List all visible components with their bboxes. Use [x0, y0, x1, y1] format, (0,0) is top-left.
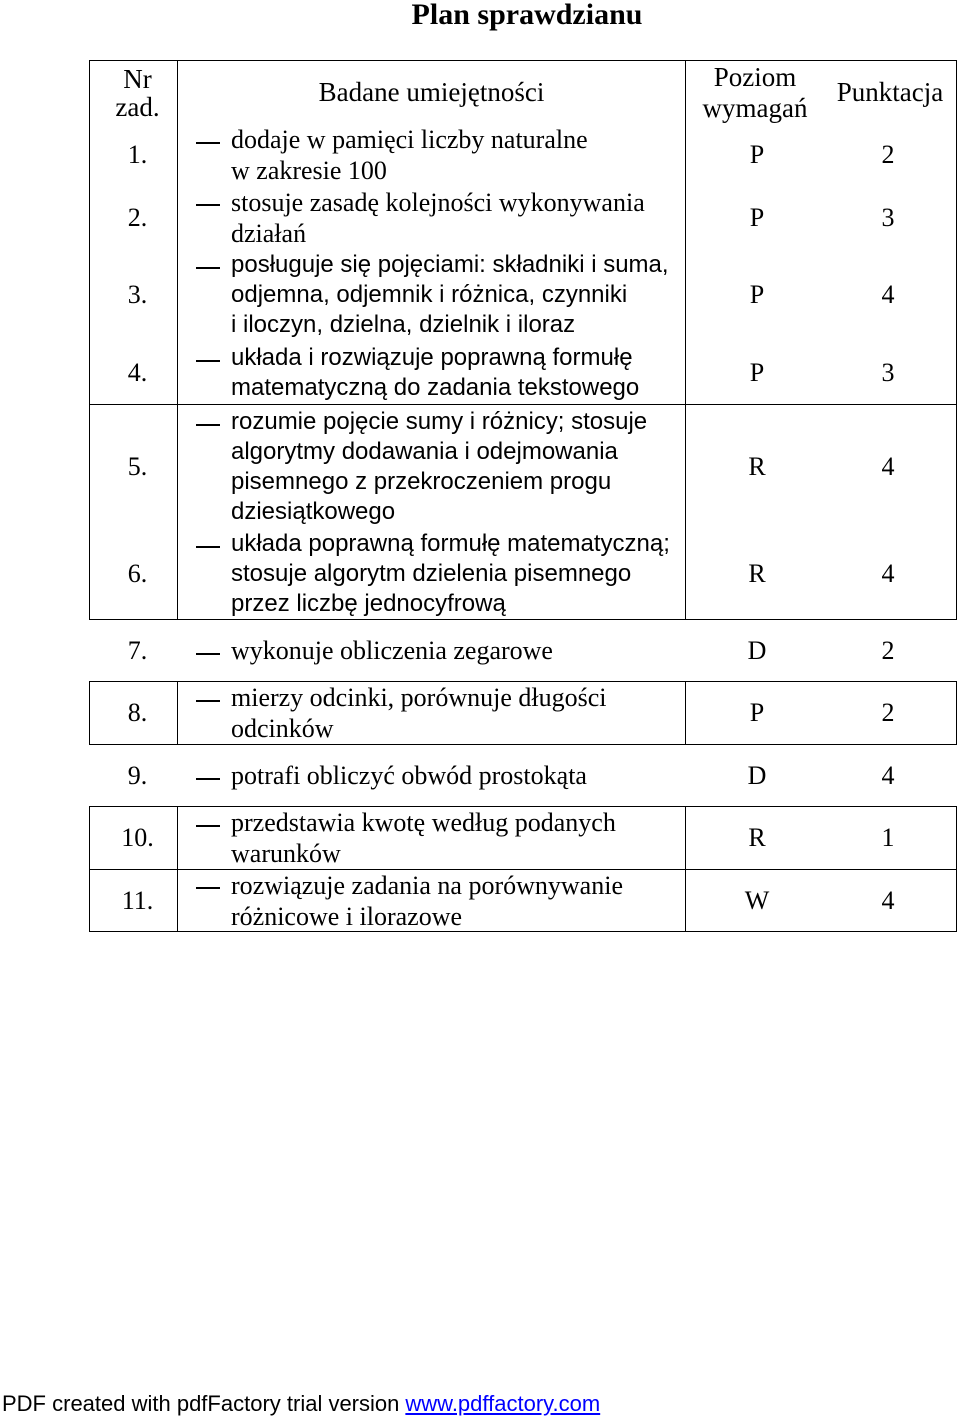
skill-description	[231, 682, 606, 744]
skill-description	[231, 407, 647, 527]
skill-description	[231, 807, 616, 869]
bullet-dash-icon	[196, 187, 220, 218]
table-header-row	[89, 61, 957, 124]
task-number: 8.	[89, 682, 178, 744]
skill-line: mierzy odcinki, porównuje długości	[231, 683, 607, 712]
level-points-cell	[686, 528, 957, 619]
bullet-dash-icon	[196, 760, 220, 791]
skill-line: przez liczbę jednocyfrową	[231, 589, 506, 617]
requirement-level: D	[747, 760, 767, 790]
skill-description	[231, 250, 669, 340]
points-value: 2	[881, 635, 895, 665]
skill-cell	[178, 249, 686, 341]
skill-cell	[178, 405, 686, 528]
header-level-line: wymagań	[702, 92, 808, 123]
requirement-level: P	[749, 698, 765, 727]
skill-item	[196, 807, 616, 869]
task-number: 5.	[89, 405, 178, 528]
points-value: 1	[881, 823, 895, 852]
skill-cell	[178, 528, 686, 619]
task-number: 4.	[89, 341, 178, 404]
skill-line: warunków	[231, 839, 341, 868]
level-points-cell	[686, 249, 957, 341]
points-value: 4	[881, 760, 895, 790]
skill-line: matematyczną do zadania tekstowego	[231, 373, 640, 401]
requirement-level: R	[748, 451, 766, 481]
skill-line: układa poprawną formułę matematyczną;	[231, 529, 670, 557]
bullet-dash-icon	[196, 124, 220, 155]
skill-item	[196, 250, 669, 340]
table-row	[89, 807, 957, 870]
skill-line: przedstawia kwotę według podanych	[231, 808, 616, 837]
table-row	[89, 745, 957, 807]
skill-line: potrafi obliczyć obwód prostokąta	[231, 761, 587, 790]
points-value: 2	[881, 698, 895, 727]
skill-item	[196, 124, 588, 186]
level-points-cell	[686, 186, 957, 249]
page-title: Plan sprawdzianu	[411, 0, 643, 31]
skill-line: odjemna, odjemnik i różnica, czynniki	[231, 281, 628, 308]
header-level-line: Poziom	[713, 61, 797, 92]
skill-line: w zakresie 100	[231, 156, 387, 185]
level-points-cell	[686, 341, 957, 404]
skill-cell	[178, 870, 686, 931]
header-skills	[178, 61, 686, 124]
level-points-cell	[686, 620, 957, 681]
task-number: 11.	[89, 870, 178, 931]
skill-description	[231, 529, 670, 619]
skill-line: algorytmy dodawania i odejmowania	[231, 437, 618, 465]
table-row	[89, 405, 957, 528]
bullet-dash-icon	[196, 343, 220, 373]
skill-line: pisemnego z przekroczeniem progu	[231, 467, 612, 495]
skill-cell	[178, 682, 686, 744]
header-task-number-label	[115, 65, 159, 121]
points-value: 4	[881, 280, 895, 309]
skill-description	[231, 124, 588, 186]
skill-item	[196, 682, 606, 744]
skill-line: rozumie pojęcie sumy i różnicy; stosuje	[231, 407, 648, 435]
bullet-dash-icon	[196, 807, 220, 838]
skill-cell	[178, 186, 686, 249]
level-points-cell	[686, 124, 957, 186]
table-row	[89, 249, 957, 341]
header-level	[695, 61, 815, 124]
skill-cell	[178, 620, 686, 681]
header-points: Punktacja	[836, 77, 944, 107]
requirement-level: P	[749, 280, 765, 309]
points-value: 2	[881, 140, 895, 169]
skill-item	[196, 635, 553, 666]
requirement-level: P	[749, 202, 765, 232]
skill-item	[196, 760, 587, 791]
task-number: 9.	[127, 760, 148, 790]
skill-item	[196, 343, 639, 403]
skill-line: posługuje się pojęciami: składniki i suma,	[231, 251, 669, 278]
footer-note	[2, 1391, 600, 1417]
bullet-dash-icon	[196, 870, 220, 901]
footer-text: PDF created with pdfFactory trial version	[2, 1391, 400, 1416]
task-number: 10.	[89, 807, 178, 869]
skill-line: i iloczyn, dzielna, dzielnik i iloraz	[231, 311, 576, 338]
header-nr-line: zad.	[115, 91, 160, 122]
task-number: 2.	[89, 186, 178, 249]
skill-description	[231, 343, 639, 403]
task-number: 1.	[89, 124, 178, 186]
skill-line: dodaje w pamięci liczby naturalne	[231, 125, 588, 154]
requirement-level: R	[748, 558, 766, 588]
skill-item	[196, 870, 623, 932]
table-row	[89, 341, 957, 405]
bullet-dash-icon	[196, 682, 220, 713]
requirement-level: P	[749, 357, 765, 387]
skill-item	[196, 407, 647, 527]
table-row	[89, 620, 957, 682]
skill-description	[231, 635, 553, 666]
points-value: 4	[881, 558, 895, 588]
skill-cell	[178, 745, 686, 806]
requirement-level: D	[747, 635, 767, 665]
header-nr-line: Nr	[123, 63, 152, 94]
level-points-cell	[686, 870, 957, 931]
skill-item	[196, 187, 645, 249]
points-value: 3	[881, 202, 895, 232]
bullet-dash-icon	[196, 250, 220, 280]
table-row	[89, 870, 957, 932]
bullet-dash-icon	[196, 407, 220, 437]
points-value: 4	[881, 885, 895, 915]
skill-description	[231, 187, 645, 249]
skill-line: różnicowe i ilorazowe	[231, 901, 463, 931]
points-value: 3	[881, 357, 895, 387]
skill-cell	[178, 341, 686, 404]
level-points-cell	[686, 682, 957, 744]
requirement-level: R	[748, 823, 766, 852]
skill-description	[231, 870, 623, 932]
skill-line: działań	[231, 218, 307, 248]
skill-item	[196, 529, 670, 619]
task-number: 6.	[89, 528, 178, 619]
points-value: 4	[881, 451, 895, 481]
table-row	[89, 682, 957, 745]
skill-line: wykonuje obliczenia zegarowe	[231, 636, 553, 665]
requirement-level: P	[749, 140, 765, 169]
skill-line: dziesiątkowego	[231, 497, 396, 525]
table-row	[89, 186, 957, 249]
table-row	[89, 124, 957, 186]
skill-line: odcinków	[231, 714, 334, 743]
skill-line: stosuje zasadę kolejności wykonywania	[231, 187, 645, 217]
task-number: 3.	[89, 249, 178, 341]
skill-description	[231, 760, 587, 791]
header-level-points	[686, 61, 957, 124]
requirement-level: W	[744, 885, 770, 915]
level-points-cell	[686, 807, 957, 869]
skill-cell	[178, 124, 686, 186]
skill-line: układa i rozwiązuje poprawną formułę	[231, 343, 633, 371]
header-skills-label: Badane umiejętności	[318, 77, 545, 107]
skill-cell	[178, 807, 686, 869]
header-task-number	[89, 61, 178, 124]
level-points-cell	[686, 405, 957, 528]
footer-link[interactable]: www.pdffactory.com	[405, 1391, 601, 1416]
task-number: 7.	[127, 635, 148, 665]
table-row	[89, 528, 957, 620]
skill-line: rozwiązuje zadania na porównywanie	[231, 870, 623, 900]
bullet-dash-icon	[196, 529, 220, 559]
skill-line: stosuje algorytm dzielenia pisemnego	[231, 559, 632, 587]
bullet-dash-icon	[196, 635, 220, 666]
assessment-table	[89, 60, 957, 932]
level-points-cell	[686, 745, 957, 806]
